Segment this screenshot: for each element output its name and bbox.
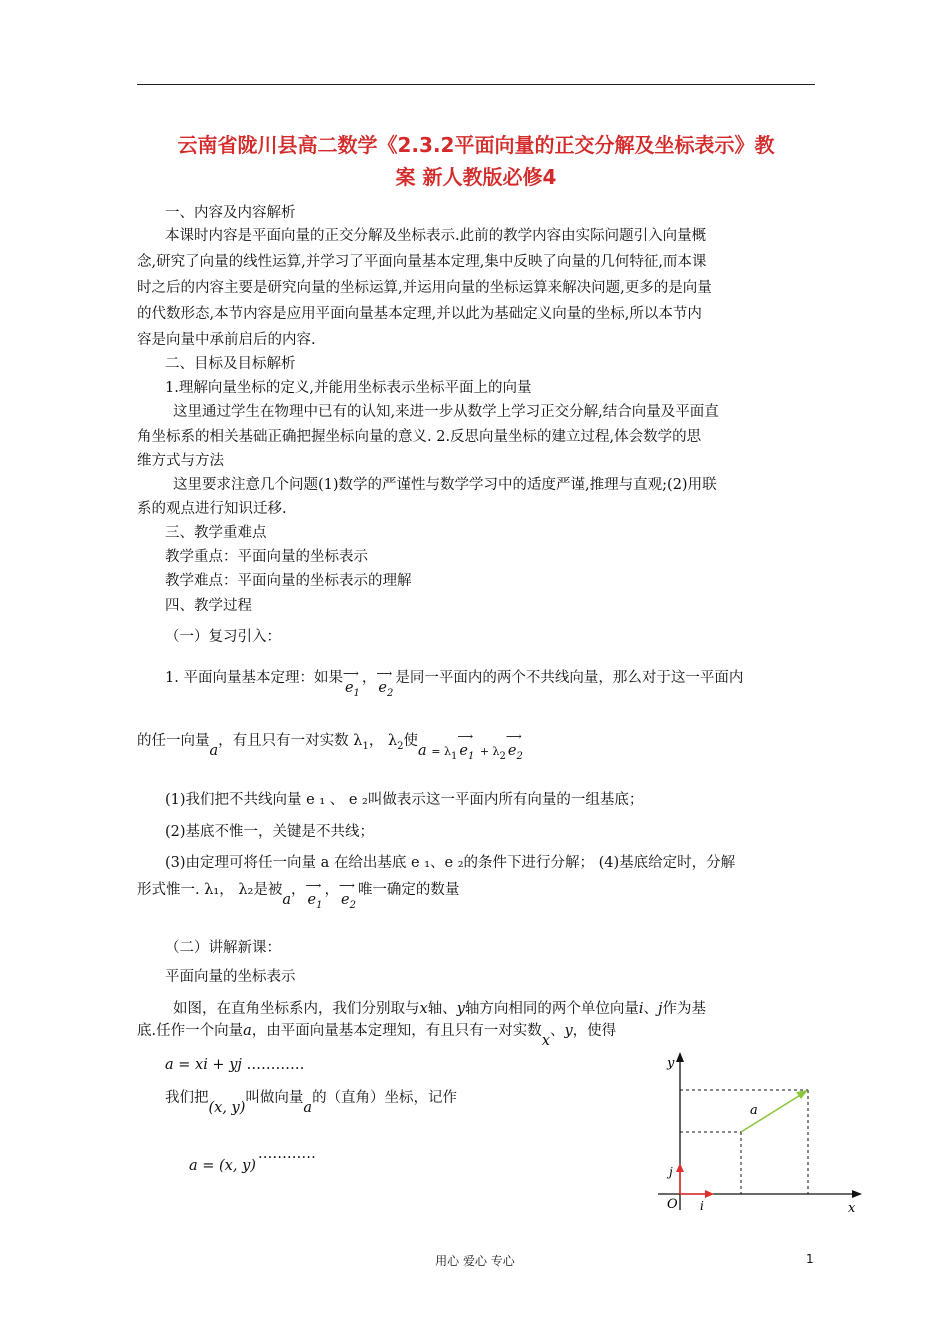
- vector-e1: ⟶ $e_1$: [459, 741, 474, 763]
- vector-a-arrow: [796, 1090, 808, 1099]
- section-2-heading: 二、目标及目标解析: [165, 356, 296, 372]
- a-label: a: [750, 1103, 758, 1118]
- j-label: j: [669, 1165, 673, 1179]
- note-4-end: 唯一确定的数量: [357, 882, 460, 898]
- theorem2-text-c: ， λ: [368, 733, 398, 749]
- paragraph-line: 这里通过学生在物理中已有的认知,来进一步从数学上学习正交分解,结合向量及平面直: [173, 404, 719, 420]
- paragraph-line: 念,研究了向量的线性运算,并学习了平面向量基本定理,集中反映了向量的几何特征,而本课: [137, 254, 707, 270]
- subscript: 1: [450, 751, 458, 762]
- text: 、: [643, 1001, 659, 1017]
- var-i: i: [638, 1001, 644, 1017]
- paragraph-line: 维方式与方法: [137, 453, 224, 469]
- coordinate-figure: [650, 1048, 870, 1223]
- var-a: a: [303, 1100, 313, 1116]
- section-3-heading: 三、教学重难点: [165, 525, 267, 541]
- text: ，由平面向量基本定理知，有且只有一对实数: [251, 1023, 542, 1039]
- text: 轴、: [427, 1001, 457, 1017]
- subsection-review: （一）复习引入：: [165, 629, 281, 645]
- key-point: 教学重点：平面向量的坐标表示: [165, 549, 368, 565]
- theorem-line-2: [137, 731, 817, 762]
- vector-e2: ⟶ $e_2$: [341, 890, 356, 912]
- theorem2-text-a: 的任一向量: [137, 733, 210, 749]
- theorem2-text-d: 使: [403, 733, 419, 749]
- paragraph-line: 时之后的内容主要是研究向量的坐标运算,并运用向量的坐标运算来解决问题,更多的是向量: [137, 280, 712, 296]
- comma: ，: [291, 882, 306, 898]
- note-2: (2)基底不惟一，关键是不共线；: [165, 824, 375, 840]
- equation-part: + λ: [476, 745, 500, 758]
- var-a: a: [243, 1023, 252, 1039]
- text: 轴方向相同的两个单位向量: [464, 1001, 639, 1017]
- header-rule: [137, 84, 815, 85]
- paragraph-line: 本课时内容是平面向量的正交分解及坐标表示.此前的教学内容由实际问题引入向量概: [165, 228, 707, 244]
- difficult-point: 教学难点：平面向量的坐标表示的理解: [165, 573, 412, 589]
- theorem-line: [165, 668, 845, 699]
- coord-title: 平面向量的坐标表示: [165, 969, 296, 985]
- comma: ，: [361, 670, 377, 686]
- var-y: y: [456, 1001, 465, 1017]
- text: 作为基: [662, 1001, 707, 1017]
- section-1-heading: 一、内容及内容解析: [165, 205, 296, 221]
- y-axis-arrow: [676, 1052, 684, 1062]
- text: 叫做向量: [245, 1090, 304, 1106]
- y-label: y: [667, 1056, 675, 1071]
- text: 底.任作一个向量: [137, 1023, 244, 1039]
- unit-j-arrow: [676, 1163, 684, 1172]
- vector-e1: ⟶ $e_1$: [345, 678, 360, 700]
- var-x: x: [419, 1001, 428, 1017]
- note-1: (1)我们把不共线向量 e ₁ 、 e ₂叫做表示这一平面内所有向量的一组基底；: [165, 792, 644, 808]
- comma: ，: [324, 882, 339, 898]
- theorem-text-c: 是同一平面内的两个不共线向量，那么对于这一平面内: [395, 670, 744, 686]
- paragraph-line: 的代数形态,本节内容是应用平面向量基本定理,并以此为基础定义向量的坐标,所以本节内: [137, 306, 702, 322]
- var-j: j: [658, 1001, 663, 1017]
- paragraph-line: 系的观点进行知识迁移.: [137, 501, 287, 517]
- paragraph-line: 这里要求注意几个问题(1)数学的严谨性与数学学习中的适度严谨,推理与直观;(2)用联: [173, 477, 717, 493]
- note-4: [137, 880, 817, 911]
- paragraph-line: 容是向量中承前启后的内容.: [137, 332, 316, 348]
- section-4-heading: 四、教学过程: [165, 598, 252, 614]
- text: 、: [549, 1023, 565, 1039]
- vector-e2: ⟶ $e_2$: [508, 741, 523, 763]
- vector-a: a: [418, 743, 427, 759]
- title-line-2: 案 新人教版必修4: [395, 165, 557, 189]
- x-axis-arrow: [852, 1190, 862, 1198]
- page-number: 1: [806, 1252, 814, 1266]
- note-3: (3)由定理可将任一向量 a 在给出基底 e ₁、e ₂的条件下进行分解； (4)基底给定时，分解: [165, 855, 736, 871]
- equation-text: a = xi + yj: [165, 1057, 242, 1073]
- paragraph-line: 角坐标系的相关基础正确把握坐标向量的意义. 2.反思向量坐标的建立过程,体会数学的思: [137, 429, 702, 445]
- subscript: 2: [397, 741, 404, 752]
- dots: …………: [246, 1057, 305, 1073]
- vector-e2: ⟶ $e_2$: [378, 678, 393, 700]
- equation-part: = λ: [431, 745, 451, 758]
- x-label: x: [848, 1201, 856, 1216]
- equation-text: a = (x, y): [189, 1158, 256, 1174]
- text: 如图，在直角坐标系内，我们分别取与: [173, 1001, 420, 1017]
- text: 的（直角）坐标，记作: [312, 1090, 458, 1106]
- unit-i-arrow: [705, 1190, 714, 1198]
- theorem-text-a: 1. 平面向量基本定理：如果: [165, 670, 343, 686]
- i-label: i: [700, 1199, 704, 1213]
- var-y: y: [564, 1023, 573, 1039]
- text: 我们把: [165, 1090, 209, 1106]
- var-x: x: [541, 1033, 550, 1049]
- theorem2-text-b: ，有且只有一对实数 λ: [218, 733, 363, 749]
- title-line-1: 云南省陇川县高二数学《2.3.2平面向量的正交分解及坐标表示》教: [177, 133, 775, 157]
- origin-label: O: [667, 1197, 678, 1212]
- vector-a: a: [209, 743, 219, 759]
- subsection-new-lesson: （二）讲解新课：: [165, 940, 281, 956]
- dots: …………: [257, 1146, 316, 1162]
- footer-text: 用心 爱心 专心: [435, 1254, 515, 1268]
- vector-e1: ⟶ $e_1$: [308, 890, 323, 912]
- goal-1: 1.理解向量坐标的定义,并能用坐标表示坐标平面上的向量: [165, 380, 532, 396]
- subscript: 2: [499, 751, 506, 762]
- text: ，使得: [572, 1023, 617, 1039]
- coord-xy: (x, y): [208, 1100, 246, 1116]
- coord-paragraph-1: [173, 999, 853, 1019]
- vector-a: a: [282, 892, 291, 908]
- note-4-text: 形式惟一. λ₁， λ₂是被: [137, 882, 283, 898]
- subscript: 1: [362, 741, 369, 752]
- coord-paragraph-2: [137, 1021, 817, 1049]
